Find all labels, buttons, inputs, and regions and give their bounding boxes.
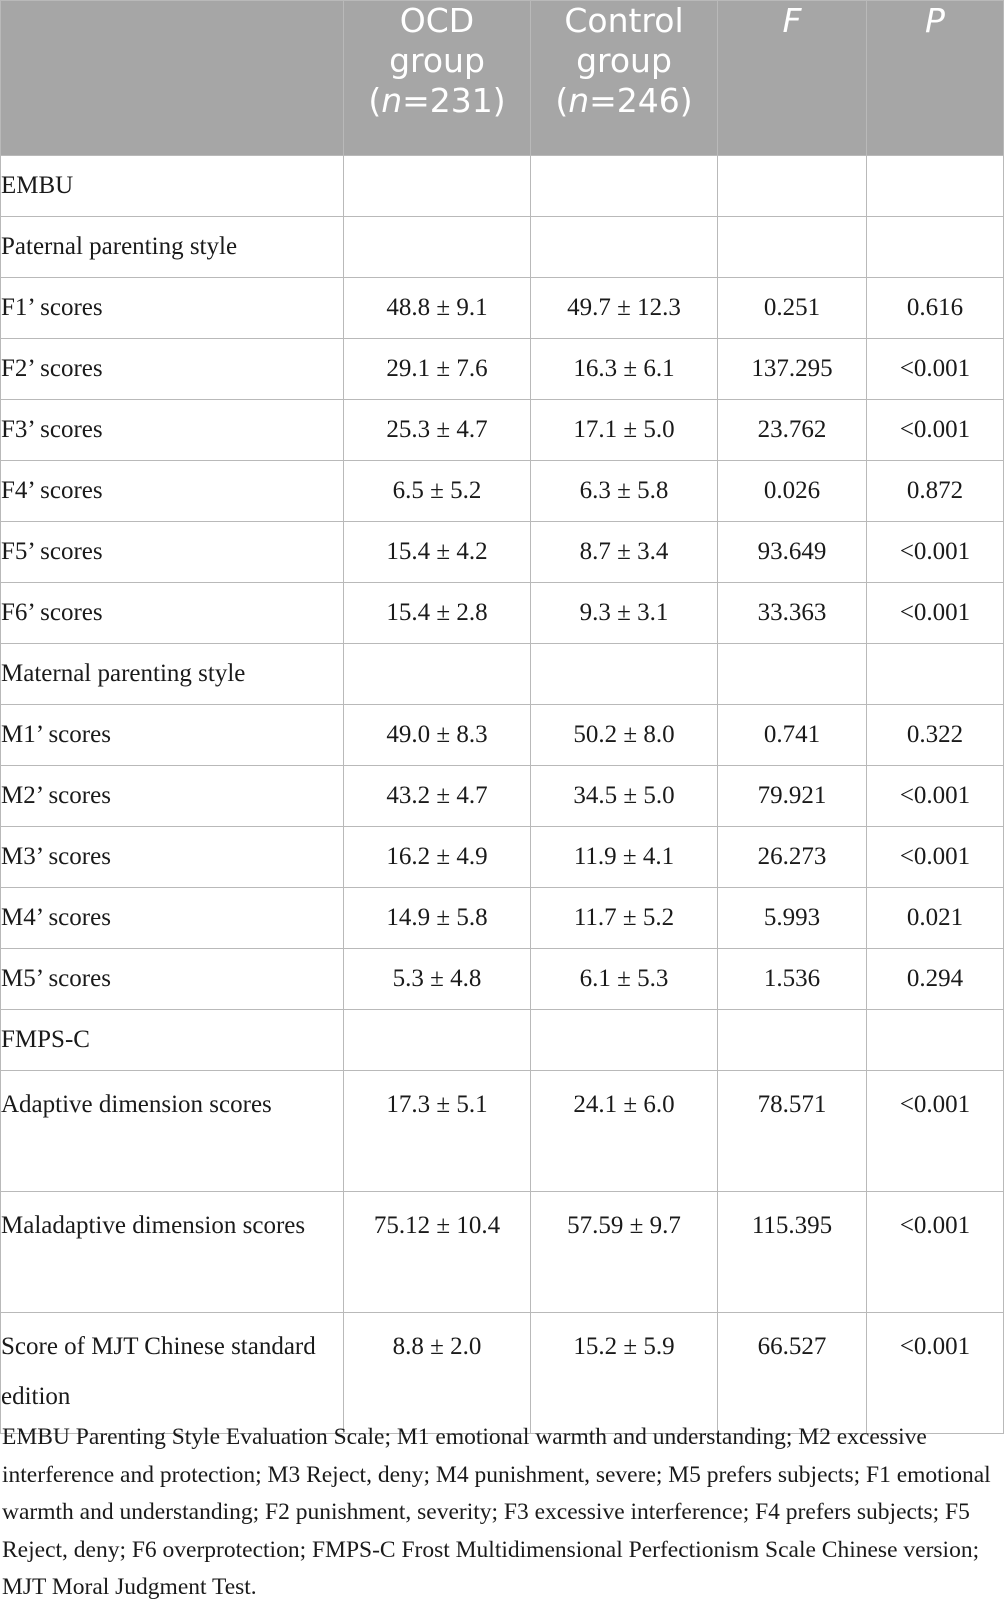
table-row: [1, 705, 1004, 766]
table-row: [1, 339, 1004, 400]
ocd-value: 43.2 ± 4.7: [344, 766, 531, 827]
header-control-group: [531, 1, 718, 156]
ocd-value: 75.12 ± 10.4: [344, 1192, 531, 1313]
row-label: EMBU: [1, 156, 344, 217]
p-value: <0.001: [867, 583, 1004, 644]
header-ocd-line2: group: [389, 41, 485, 80]
ocd-value: 6.5 ± 5.2: [344, 461, 531, 522]
row-label: FMPS-C: [1, 1010, 344, 1071]
control-value: 11.9 ± 4.1: [531, 827, 718, 888]
table-row: [1, 644, 1004, 705]
f-value: 5.993: [718, 888, 867, 949]
table-row: [1, 949, 1004, 1010]
table-row: [1, 766, 1004, 827]
control-value: 50.2 ± 8.0: [531, 705, 718, 766]
f-value: 66.527: [718, 1313, 867, 1434]
ocd-value: 15.4 ± 2.8: [344, 583, 531, 644]
row-label: M5’ scores: [1, 949, 344, 1010]
f-value: 0.026: [718, 461, 867, 522]
ocd-value: 8.8 ± 2.0: [344, 1313, 531, 1434]
ocd-value: 14.9 ± 5.8: [344, 888, 531, 949]
header-control-n-symbol: n: [568, 81, 590, 120]
ocd-value: [344, 156, 531, 217]
table-row: [1, 156, 1004, 217]
control-value: [531, 1010, 718, 1071]
control-value: 15.2 ± 5.9: [531, 1313, 718, 1434]
f-value: 115.395: [718, 1192, 867, 1313]
table-row: [1, 1192, 1004, 1313]
header-p-value: [867, 1, 1004, 156]
control-value: 9.3 ± 3.1: [531, 583, 718, 644]
header-variable: [1, 1, 344, 156]
control-value: 16.3 ± 6.1: [531, 339, 718, 400]
ocd-value: [344, 644, 531, 705]
control-value: [531, 644, 718, 705]
header-f-statistic: [718, 1, 867, 156]
row-label: M2’ scores: [1, 766, 344, 827]
header-ocd-group: [344, 1, 531, 156]
table-row: [1, 888, 1004, 949]
p-value: 0.294: [867, 949, 1004, 1010]
f-value: [718, 156, 867, 217]
header-control-line1: Control: [564, 1, 684, 40]
table-row: [1, 1071, 1004, 1192]
f-value: 78.571: [718, 1071, 867, 1192]
row-label: Paternal parenting style: [1, 217, 344, 278]
p-value: <0.001: [867, 400, 1004, 461]
p-value: [867, 1010, 1004, 1071]
header-control-line2: group: [576, 41, 672, 80]
table-row: [1, 522, 1004, 583]
row-label: Adaptive dimension scores: [1, 1071, 344, 1192]
p-value: <0.001: [867, 1192, 1004, 1313]
row-label: M4’ scores: [1, 888, 344, 949]
table-body: [1, 156, 1004, 1434]
p-value: <0.001: [867, 339, 1004, 400]
ocd-value: 16.2 ± 4.9: [344, 827, 531, 888]
p-value: [867, 644, 1004, 705]
table-row: [1, 1313, 1004, 1434]
header-control-n-value: =246): [589, 81, 693, 120]
p-value: <0.001: [867, 1071, 1004, 1192]
p-value: <0.001: [867, 522, 1004, 583]
p-value: <0.001: [867, 766, 1004, 827]
f-value: 33.363: [718, 583, 867, 644]
header-row: [1, 1, 1004, 156]
row-label: Maladaptive dimension scores: [1, 1192, 344, 1313]
ocd-value: 17.3 ± 5.1: [344, 1071, 531, 1192]
row-label: M1’ scores: [1, 705, 344, 766]
row-label: Maternal parenting style: [1, 644, 344, 705]
f-value: 137.295: [718, 339, 867, 400]
table-row: [1, 583, 1004, 644]
ocd-value: [344, 1010, 531, 1071]
row-label: F4’ scores: [1, 461, 344, 522]
p-value: 0.021: [867, 888, 1004, 949]
row-label: F5’ scores: [1, 522, 344, 583]
row-label: F1’ scores: [1, 278, 344, 339]
header-f-label: F: [782, 1, 802, 40]
table-row: [1, 400, 1004, 461]
header-ocd-n: (n=231): [368, 81, 506, 120]
header-ocd-n-value: =231): [402, 81, 506, 120]
row-label: F2’ scores: [1, 339, 344, 400]
ocd-value: 5.3 ± 4.8: [344, 949, 531, 1010]
control-value: 57.59 ± 9.7: [531, 1192, 718, 1313]
header-p-label: P: [925, 1, 945, 40]
table-footnote: EMBU Parenting Style Evaluation Scale; M1 emotional warmth and understanding; M2 excessive interference and protection; M3 Reject, deny; M4 punishment, severe; M5 prefers subjects; F1 emotional warmth and understanding; F2 punishment, severity; F3 excessive interference; F4 prefers subjects; F5 Reject, deny; F6 overprotection; FMPS-C Frost Multidimensional Perfectionism Scale Chinese version; MJT Moral Judgment Test.: [2, 1424, 991, 1600]
p-value: [867, 217, 1004, 278]
p-value: 0.616: [867, 278, 1004, 339]
ocd-value: 49.0 ± 8.3: [344, 705, 531, 766]
ocd-value: 25.3 ± 4.7: [344, 400, 531, 461]
table-row: [1, 1010, 1004, 1071]
row-label: Score of MJT Chinese standard edition: [1, 1313, 344, 1434]
p-value: 0.872: [867, 461, 1004, 522]
f-value: 23.762: [718, 400, 867, 461]
p-value: [867, 156, 1004, 217]
control-value: 17.1 ± 5.0: [531, 400, 718, 461]
control-value: 49.7 ± 12.3: [531, 278, 718, 339]
control-value: 24.1 ± 6.0: [531, 1071, 718, 1192]
f-value: 26.273: [718, 827, 867, 888]
ocd-value: 29.1 ± 7.6: [344, 339, 531, 400]
control-value: 6.3 ± 5.8: [531, 461, 718, 522]
row-label: F3’ scores: [1, 400, 344, 461]
p-value: <0.001: [867, 1313, 1004, 1434]
table-row: [1, 827, 1004, 888]
f-value: 79.921: [718, 766, 867, 827]
p-value: 0.322: [867, 705, 1004, 766]
f-value: 0.741: [718, 705, 867, 766]
f-value: 1.536: [718, 949, 867, 1010]
control-value: 11.7 ± 5.2: [531, 888, 718, 949]
control-value: 6.1 ± 5.3: [531, 949, 718, 1010]
header-ocd-line1: OCD: [399, 1, 475, 40]
control-value: [531, 217, 718, 278]
control-value: 34.5 ± 5.0: [531, 766, 718, 827]
row-label: F6’ scores: [1, 583, 344, 644]
f-value: 0.251: [718, 278, 867, 339]
f-value: [718, 217, 867, 278]
control-value: 8.7 ± 3.4: [531, 522, 718, 583]
ocd-value: [344, 217, 531, 278]
ocd-value: 15.4 ± 4.2: [344, 522, 531, 583]
row-label: M3’ scores: [1, 827, 344, 888]
f-value: [718, 1010, 867, 1071]
ocd-value: 48.8 ± 9.1: [344, 278, 531, 339]
control-value: [531, 156, 718, 217]
table-row: [1, 278, 1004, 339]
f-value: [718, 644, 867, 705]
header-control-n: (n=246): [555, 81, 693, 120]
table-row: [1, 217, 1004, 278]
table-row: [1, 461, 1004, 522]
f-value: 93.649: [718, 522, 867, 583]
header-ocd-n-symbol: n: [381, 81, 403, 120]
p-value: <0.001: [867, 827, 1004, 888]
